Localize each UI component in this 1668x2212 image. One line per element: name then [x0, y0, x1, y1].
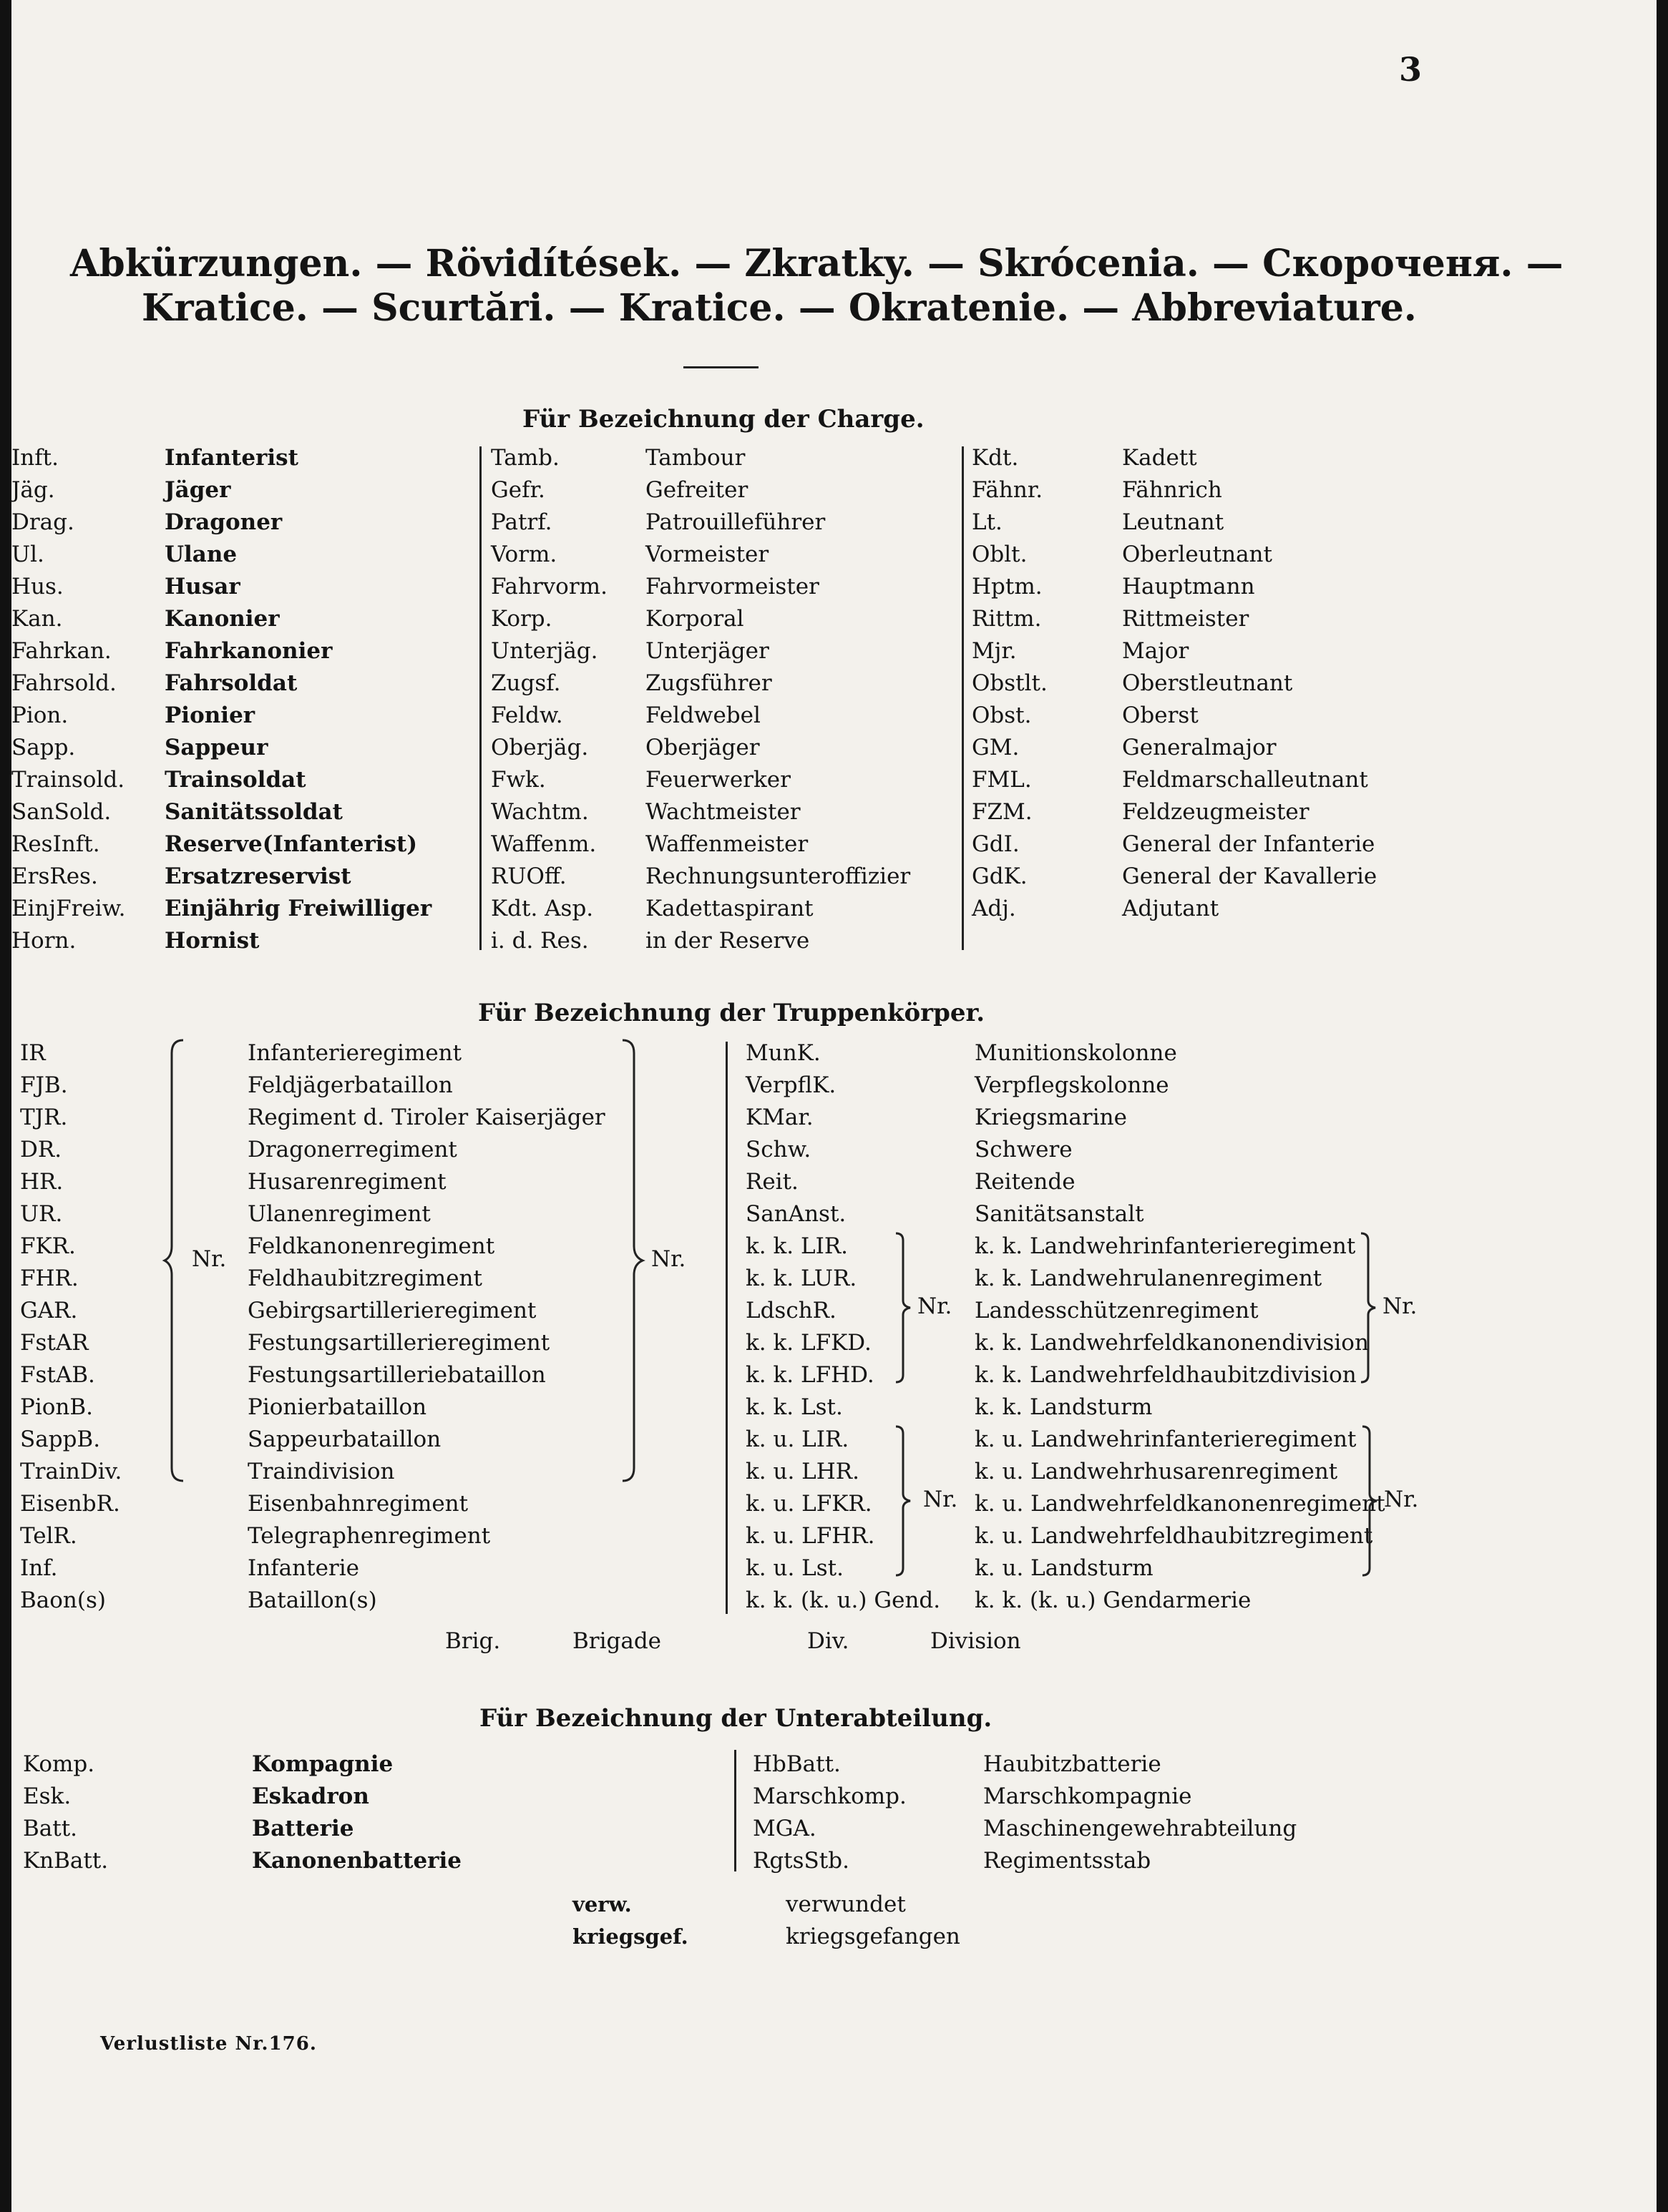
- abbr-entry: GAR.: [20, 1298, 78, 1323]
- full-entry: Kadettaspirant: [645, 896, 814, 921]
- full-entry: Tambour: [645, 445, 746, 471]
- abbr-entry: SanSold.: [11, 799, 112, 825]
- full-entry: k. u. Landwehrinfanterieregiment: [975, 1426, 1357, 1452]
- left-outer-nr: Nr.: [651, 1246, 686, 1272]
- right-nr-a: Nr.: [917, 1293, 952, 1319]
- abbr-entry: Wachtm.: [491, 799, 589, 825]
- abbr-entry: FstAB.: [20, 1362, 95, 1388]
- truppen-left-abbr: [20, 1037, 122, 1617]
- abbr-entry: k. k. LFHD.: [746, 1362, 874, 1388]
- unterabt-right-full: [983, 1748, 1297, 1877]
- abbr-entry: FZM.: [972, 799, 1033, 825]
- full-entry: Batterie: [252, 1816, 354, 1841]
- abbr-entry: Fahrvorm.: [491, 574, 608, 600]
- abbr-entry: TJR.: [20, 1105, 68, 1130]
- unterabt-extra-abbr: [572, 1889, 688, 1953]
- abbr-entry: k. u. LFKR.: [746, 1491, 872, 1517]
- full-entry: Feldzeugmeister: [1122, 799, 1309, 825]
- left-inner-nr: Nr.: [192, 1246, 227, 1272]
- abbr-entry: Schw.: [746, 1137, 811, 1163]
- abbr-entry: Komp.: [23, 1751, 95, 1777]
- full-entry: Oberjäger: [645, 735, 760, 760]
- full-entry: Marschkompagnie: [983, 1783, 1192, 1809]
- abbr-entry: k. u. LIR.: [746, 1426, 849, 1452]
- abbr-entry: Sapp.: [11, 735, 76, 760]
- abbr-entry: Fahrkan.: [11, 638, 112, 664]
- full-entry: k. k. (k. u.) Gendarmerie: [975, 1587, 1252, 1613]
- full-entry: Rittmeister: [1122, 606, 1249, 632]
- abbr-entry: Horn.: [11, 928, 77, 954]
- left-inner-brace: [162, 1039, 190, 1482]
- abbr-entry: k. k. LFKD.: [746, 1330, 872, 1356]
- full-entry: Kanonenbatterie: [252, 1848, 462, 1874]
- full-entry: Wachtmeister: [645, 799, 801, 825]
- full-entry: Husarenregiment: [248, 1169, 447, 1195]
- abbr-entry: UR.: [20, 1201, 63, 1227]
- full-entry: Reserve(Infanterist): [165, 831, 417, 857]
- full-entry: k. k. Landwehrfeldkanonendivision: [975, 1330, 1369, 1356]
- abbr-entry: FHR.: [20, 1266, 79, 1291]
- abbr-entry: Zugsf.: [491, 670, 561, 696]
- abbr-entry: VerpflK.: [746, 1072, 837, 1098]
- full-entry: k. u. Landwehrhusarenregiment: [975, 1459, 1338, 1484]
- abbr-entry: i. d. Res.: [491, 928, 589, 954]
- abbr-entry: Batt.: [23, 1816, 78, 1841]
- full-entry: Oberstleutnant: [1122, 670, 1293, 696]
- abbr-entry: Mjr.: [972, 638, 1017, 664]
- abbr-entry: k. k. Lst.: [746, 1394, 843, 1420]
- abbr-entry: Tamb.: [491, 445, 560, 471]
- truppen-divider: [726, 1042, 728, 1614]
- abbr-entry: Hus.: [11, 574, 64, 600]
- full-entry: Feuerwerker: [645, 767, 791, 793]
- abbr-entry: Jäg.: [11, 477, 55, 503]
- full-entry: Festungsartillerieregiment: [248, 1330, 550, 1356]
- full-entry: Hauptmann: [1122, 574, 1255, 600]
- full-entry: Feldmarschalleutnant: [1122, 767, 1368, 793]
- full-entry: Patrouilleführer: [645, 509, 826, 535]
- full-entry: Ulanenregiment: [248, 1201, 431, 1227]
- full-entry: Major: [1122, 638, 1189, 664]
- full-entry: Sappeurbataillon: [248, 1426, 442, 1452]
- full-entry: Feldkanonenregiment: [248, 1233, 495, 1259]
- abbr-entry: kriegsgef.: [572, 1924, 688, 1949]
- abbr-entry: EinjFreiw.: [11, 896, 126, 921]
- abbr-entry: Obst.: [972, 703, 1032, 728]
- abbr-entry: Ul.: [11, 542, 44, 567]
- full-entry: Sanitätsanstalt: [975, 1201, 1144, 1227]
- abbr-entry: SappB.: [20, 1426, 101, 1452]
- abbr-entry: Kdt.: [972, 445, 1019, 471]
- abbr-entry: Pion.: [11, 703, 69, 728]
- full-entry: Pionierbataillon: [248, 1394, 427, 1420]
- abbr-entry: Oblt.: [972, 542, 1028, 567]
- full-entry: Feldhaubitzregiment: [248, 1266, 482, 1291]
- abbr-entry: Feldw.: [491, 703, 563, 728]
- left-page-edge: [0, 0, 11, 2212]
- full-entry: General der Infanterie: [1122, 831, 1375, 857]
- title-line-1: Abkürzungen. — Rövidítések. — Zkratky. — Skrócenia. — Скороченя. —: [70, 242, 1564, 285]
- abbr-entry: Fahrsold.: [11, 670, 117, 696]
- full-entry: Eisenbahnregiment: [248, 1491, 469, 1517]
- abbr-entry: Kan.: [11, 606, 63, 632]
- abbr-entry: Vorm.: [491, 542, 557, 567]
- abbr-entry: Hptm.: [972, 574, 1043, 600]
- abbr-entry: Kdt. Asp.: [491, 896, 594, 921]
- full-entry: k. k. Landwehrfeldhaubitzdivision: [975, 1362, 1357, 1388]
- full-entry: k. u. Landsturm: [975, 1555, 1154, 1581]
- full-entry: Fahrkanonier: [165, 638, 333, 664]
- abbr-entry: Reit.: [746, 1169, 799, 1195]
- charge-col1-abbr: [11, 442, 125, 957]
- abbr-entry: DR.: [20, 1137, 62, 1163]
- full-entry: Dragoner: [165, 509, 283, 535]
- unterabt-extra-full: [786, 1889, 960, 1953]
- full-entry: Landesschützenregiment: [975, 1298, 1259, 1323]
- abbr-entry: k. k. (k. u.) Gend.: [746, 1587, 941, 1613]
- right-brace-a: [893, 1232, 915, 1384]
- full-entry: Haubitzbatterie: [983, 1751, 1161, 1777]
- abbr-entry: FKR.: [20, 1233, 76, 1259]
- full-entry: Trainsoldat: [165, 767, 306, 793]
- full-entry: Telegraphenregiment: [248, 1523, 491, 1549]
- charge-heading: Für Bezeichnung der Charge.: [522, 405, 925, 434]
- full-entry: Fahrsoldat: [165, 670, 298, 696]
- charge-divider-2: [962, 446, 964, 950]
- abbr-entry: GdI.: [972, 831, 1020, 857]
- right-nr-d: Nr.: [1384, 1487, 1419, 1512]
- abbr-entry: Trainsold.: [11, 767, 125, 793]
- full-entry: Ulane: [165, 542, 238, 567]
- abbr-entry: EisenbR.: [20, 1491, 120, 1517]
- abbr-entry: Rittm.: [972, 606, 1042, 632]
- full-entry: Rechnungsunteroffizier: [645, 863, 911, 889]
- abbr-entry: LdschR.: [746, 1298, 837, 1323]
- abbr-entry: k. k. LUR.: [746, 1266, 857, 1291]
- full-entry: Infanterieregiment: [248, 1040, 462, 1066]
- full-entry: Pionier: [165, 703, 255, 728]
- abbr-entry: FstAR: [20, 1330, 89, 1356]
- left-outer-brace: [617, 1039, 645, 1482]
- footer-note: Verlustliste Nr.176.: [100, 2033, 317, 2055]
- abbr-entry: Esk.: [23, 1783, 72, 1809]
- abbr-entry: FML.: [972, 767, 1032, 793]
- abbr-entry: Baon(s): [20, 1587, 106, 1613]
- abbr-entry: Patrf.: [491, 509, 552, 535]
- unterabt-divider: [734, 1750, 736, 1871]
- brig-full: Brigade: [572, 1628, 662, 1654]
- title-line-2: Kratice. — Scurtări. — Kratice. — Okratenie. — Abbreviature.: [142, 286, 1417, 330]
- full-entry: Infanterie: [248, 1555, 360, 1581]
- full-entry: Reitende: [975, 1169, 1076, 1195]
- abbr-entry: Oberjäg.: [491, 735, 589, 760]
- right-brace-d: [1360, 1425, 1381, 1577]
- full-entry: Maschinengewehrabteilung: [983, 1816, 1297, 1841]
- charge-divider-1: [479, 446, 482, 950]
- full-entry: General der Kavallerie: [1122, 863, 1377, 889]
- abbr-entry: Korp.: [491, 606, 552, 632]
- right-page-edge: [1657, 0, 1668, 2212]
- unterabt-heading: Für Bezeichnung der Unterabteilung.: [479, 1704, 992, 1733]
- abbr-entry: Inft.: [11, 445, 59, 471]
- full-entry: Einjährig Freiwilliger: [165, 896, 432, 921]
- full-entry: Traindivision: [248, 1459, 395, 1484]
- abbr-entry: Marschkomp.: [753, 1783, 907, 1809]
- full-entry: Gefreiter: [645, 477, 748, 503]
- abbr-entry: PionB.: [20, 1394, 94, 1420]
- full-entry: Eskadron: [252, 1783, 369, 1809]
- full-entry: Ersatzreservist: [165, 863, 351, 889]
- right-nr-b: Nr.: [1382, 1293, 1418, 1319]
- abbr-entry: TelR.: [20, 1523, 77, 1549]
- full-entry: Kompagnie: [252, 1751, 394, 1777]
- full-entry: Kanonier: [165, 606, 280, 632]
- full-entry: Sappeur: [165, 735, 268, 760]
- abbr-entry: Waffenm.: [491, 831, 597, 857]
- abbr-entry: k. u. LHR.: [746, 1459, 859, 1484]
- charge-col3-abbr: [972, 442, 1048, 925]
- full-entry: Waffenmeister: [645, 831, 809, 857]
- unterabt-left-abbr: [23, 1748, 108, 1877]
- abbr-entry: k. k. LIR.: [746, 1233, 849, 1259]
- full-entry: Leutnant: [1122, 509, 1224, 535]
- truppen-heading: Für Bezeichnung der Truppenkörper.: [478, 999, 985, 1027]
- abbr-entry: RgtsStb.: [753, 1848, 849, 1874]
- full-entry: k. u. Landwehrfeldhaubitzregiment: [975, 1523, 1373, 1549]
- full-entry: Hornist: [165, 928, 260, 954]
- abbr-entry: MGA.: [753, 1816, 816, 1841]
- abbr-entry: MunK.: [746, 1040, 821, 1066]
- full-entry: Sanitätssoldat: [165, 799, 343, 825]
- abbr-entry: Adj.: [972, 896, 1016, 921]
- full-entry: Korporal: [645, 606, 744, 632]
- full-entry: Jäger: [165, 477, 231, 503]
- full-entry: Oberst: [1122, 703, 1199, 728]
- unterabt-right-abbr: [753, 1748, 907, 1877]
- abbr-entry: KnBatt.: [23, 1848, 109, 1874]
- abbr-entry: KMar.: [746, 1105, 814, 1130]
- charge-col1-full: [165, 442, 431, 957]
- abbr-entry: HbBatt.: [753, 1751, 841, 1777]
- full-entry: k. k. Landwehrinfanterieregiment: [975, 1233, 1356, 1259]
- abbr-entry: ResInft.: [11, 831, 100, 857]
- abbr-entry: RUOff.: [491, 863, 567, 889]
- full-entry: Oberleutnant: [1122, 542, 1272, 567]
- right-brace-b: [1358, 1232, 1380, 1384]
- div-full: Division: [930, 1628, 1021, 1654]
- truppen-right-full: [975, 1037, 1385, 1617]
- abbr-entry: verw.: [572, 1892, 632, 1917]
- abbr-entry: ErsRes.: [11, 863, 98, 889]
- title-rule: [683, 366, 759, 368]
- full-entry: Verpflegskolonne: [975, 1072, 1169, 1098]
- full-entry: Bataillon(s): [248, 1587, 377, 1613]
- full-entry: Infanterist: [165, 445, 298, 471]
- abbr-entry: SanAnst.: [746, 1201, 847, 1227]
- page-number: 3: [1399, 50, 1423, 89]
- abbr-entry: HR.: [20, 1169, 64, 1195]
- abbr-entry: FJB.: [20, 1072, 68, 1098]
- full-entry: Zugsführer: [645, 670, 772, 696]
- full-entry: Feldjägerbataillon: [248, 1072, 453, 1098]
- charge-col2-abbr: [491, 442, 608, 957]
- full-entry: Fahrvormeister: [645, 574, 819, 600]
- abbr-entry: TrainDiv.: [20, 1459, 122, 1484]
- full-entry: Generalmajor: [1122, 735, 1277, 760]
- charge-col3-full: [1122, 442, 1377, 925]
- full-entry: Festungsartilleriebataillon: [248, 1362, 546, 1388]
- abbr-entry: Gefr.: [491, 477, 545, 503]
- full-entry: Regimentsstab: [983, 1848, 1151, 1874]
- full-entry: Kriegsmarine: [975, 1105, 1127, 1130]
- full-entry: Husar: [165, 574, 240, 600]
- full-entry: Kadett: [1122, 445, 1197, 471]
- full-entry: Gebirgsartillerieregiment: [248, 1298, 537, 1323]
- full-entry: k. k. Landwehrulanenregiment: [975, 1266, 1322, 1291]
- full-entry: Regiment d. Tiroler Kaiserjäger: [248, 1105, 605, 1130]
- abbr-entry: k. u. LFHR.: [746, 1523, 875, 1549]
- full-entry: in der Reserve: [645, 928, 810, 954]
- truppen-left-full: [248, 1037, 605, 1617]
- div-abbr: Div.: [807, 1628, 849, 1654]
- unterabt-left-full: [252, 1748, 462, 1877]
- brig-abbr: Brig.: [445, 1628, 501, 1654]
- full-entry: Fähnrich: [1122, 477, 1222, 503]
- abbr-entry: GdK.: [972, 863, 1028, 889]
- full-entry: kriegsgefangen: [786, 1924, 960, 1949]
- abbr-entry: Inf.: [20, 1555, 58, 1581]
- full-entry: Feldwebel: [645, 703, 761, 728]
- full-entry: k. k. Landsturm: [975, 1394, 1153, 1420]
- full-entry: Munitionskolonne: [975, 1040, 1177, 1066]
- full-entry: Adjutant: [1122, 896, 1219, 921]
- abbr-entry: GM.: [972, 735, 1020, 760]
- full-entry: Vormeister: [645, 542, 769, 567]
- abbr-entry: Fähnr.: [972, 477, 1043, 503]
- abbr-entry: k. u. Lst.: [746, 1555, 844, 1581]
- full-entry: Dragonerregiment: [248, 1137, 457, 1163]
- abbr-entry: IR: [20, 1040, 46, 1066]
- full-entry: verwundet: [786, 1892, 906, 1917]
- abbr-entry: Obstlt.: [972, 670, 1048, 696]
- full-entry: Unterjäger: [645, 638, 769, 664]
- abbr-entry: Fwk.: [491, 767, 546, 793]
- abbr-entry: Unterjäg.: [491, 638, 598, 664]
- full-entry: k. u. Landwehrfeldkanonenregiment: [975, 1491, 1385, 1517]
- full-entry: Schwere: [975, 1137, 1073, 1163]
- charge-col2-full: [645, 442, 910, 957]
- abbr-entry: Drag.: [11, 509, 74, 535]
- abbr-entry: Lt.: [972, 509, 1003, 535]
- right-brace-c: [893, 1425, 915, 1577]
- right-nr-c: Nr.: [923, 1487, 958, 1512]
